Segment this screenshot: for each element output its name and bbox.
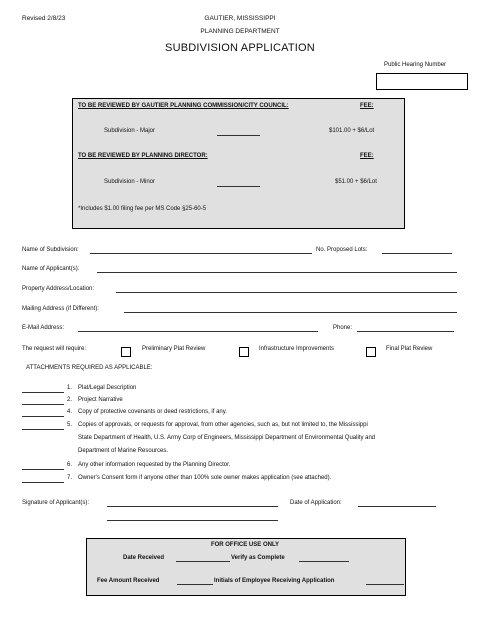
date-received-label: Date Received — [123, 555, 165, 561]
fee-received-label: Fee Amount Received — [97, 578, 160, 584]
attachment-5-text-line2: State Department of Health, U.S. Army Corp of Engineers, Mississippi Department of Environmental Quality and — [78, 435, 376, 441]
subdivision-name-label: Name of Subdivision: — [22, 247, 79, 253]
attachment-4-number: 4. — [67, 409, 73, 415]
preliminary-plat-checkbox[interactable] — [121, 347, 131, 357]
date-received-input[interactable] — [176, 561, 230, 562]
director-review-heading: TO BE REVIEWED BY PLANNING DIRECTOR: — [78, 153, 208, 159]
infrastructure-checkbox[interactable] — [239, 347, 249, 357]
department-name: PLANNING DEPARTMENT — [200, 28, 280, 35]
subdivision-name-input[interactable] — [90, 253, 312, 254]
property-address-label: Property Address/Location: — [22, 286, 95, 292]
mailing-address-label: Mailing Address (if Different): — [22, 306, 99, 312]
employee-initials-label: Initials of Employee Receiving Application — [214, 578, 335, 584]
fee-label-1: FEE: — [360, 103, 374, 109]
phone-input[interactable] — [357, 331, 454, 332]
fee-received-input[interactable] — [177, 584, 213, 585]
attachment-4-text: Copy of protective covenants or deed restrictions, if any. — [78, 409, 227, 415]
hearing-number-field[interactable] — [376, 73, 468, 90]
attachment-7-number: 7. — [67, 475, 73, 481]
application-date-label: Date of Application: — [290, 500, 342, 506]
attachment-1-text: Plat/Legal Description — [78, 385, 137, 391]
proposed-lots-label: No. Proposed Lots: — [316, 247, 368, 253]
attachment-4-blank[interactable] — [22, 416, 64, 417]
property-address-input[interactable] — [116, 292, 457, 293]
attachment-7-text: Owner's Consent form if anyone other than 100% sole owner makes application (see attached). — [78, 475, 332, 481]
city-name: GAUTIER, MISSISSIPPI — [204, 15, 276, 22]
attachment-2-text: Project Narrative — [78, 397, 123, 403]
hearing-number-label: Public Hearing Number — [384, 62, 447, 68]
subdivision-major-label: Subdivision - Major — [104, 128, 156, 134]
application-date-input[interactable] — [358, 506, 436, 507]
form-title: SUBDIVISION APPLICATION — [165, 42, 315, 54]
attachment-6-blank[interactable] — [22, 469, 64, 470]
review-required-label: The request will require: — [22, 346, 87, 352]
major-blank[interactable] — [217, 135, 260, 136]
subdivision-minor-label: Subdivision - Minor — [104, 179, 156, 185]
attachment-5-text-line3: Department of Marine Resources. — [78, 448, 169, 454]
verify-complete-input[interactable] — [299, 561, 349, 562]
attachment-1-blank[interactable] — [22, 392, 64, 393]
mailing-address-input[interactable] — [124, 312, 457, 313]
attachment-5-text-line1: Copies of approvals, or requests for approval, from other agencies, such as, but not limited to, the Mississippi — [78, 422, 368, 428]
final-plat-checkbox[interactable] — [366, 347, 376, 357]
applicant-name-input[interactable] — [97, 272, 457, 273]
attachment-5-number: 5. — [67, 422, 73, 428]
attachment-6-text: Any other information requested by the Planning Director. — [78, 462, 231, 468]
subdivision-minor-fee: $51.00 + $6/Lot — [335, 179, 377, 185]
attachment-6-number: 6. — [67, 462, 73, 468]
phone-label: Phone: — [333, 325, 353, 331]
verify-complete-label: Verify as Complete — [231, 555, 285, 561]
attachment-2-number: 2. — [67, 397, 73, 403]
office-use-heading: FOR OFFICE USE ONLY — [210, 542, 280, 548]
preliminary-plat-label: Preliminary Plat Review — [142, 346, 206, 352]
signature-input-1[interactable] — [107, 506, 278, 507]
attachments-heading: ATTACHMENTS REQUIRED AS APPLICABLE: — [26, 365, 153, 371]
infrastructure-label: Infrastructure Improvements — [259, 346, 335, 352]
attachment-5-blank[interactable] — [22, 429, 64, 430]
revised-date: Revised 2/8/23 — [22, 15, 66, 22]
subdivision-major-fee: $101.00 + $6/Lot — [329, 128, 375, 134]
attachment-1-number: 1. — [67, 385, 73, 391]
proposed-lots-input[interactable] — [382, 253, 452, 254]
final-plat-label: Final Plat Review — [386, 346, 433, 352]
signature-input-2[interactable] — [107, 520, 278, 521]
filing-fee-footnote: *Includes $1.00 filing fee per MS Code §25-60-5 — [78, 206, 207, 212]
employee-initials-input[interactable] — [366, 584, 404, 585]
fee-label-2: FEE: — [360, 153, 374, 159]
commission-review-heading: TO BE REVIEWED BY GAUTIER PLANNING COMMISSION/CITY COUNCIL: — [78, 103, 289, 109]
email-label: E-Mail Address: — [22, 325, 65, 331]
attachment-2-blank[interactable] — [22, 404, 64, 405]
email-input[interactable] — [78, 331, 318, 332]
minor-blank[interactable] — [217, 186, 260, 187]
attachment-7-blank[interactable] — [22, 482, 64, 483]
signature-label: Signature of Applicant(s): — [22, 500, 90, 506]
applicant-name-label: Name of Applicant(s): — [22, 266, 80, 272]
